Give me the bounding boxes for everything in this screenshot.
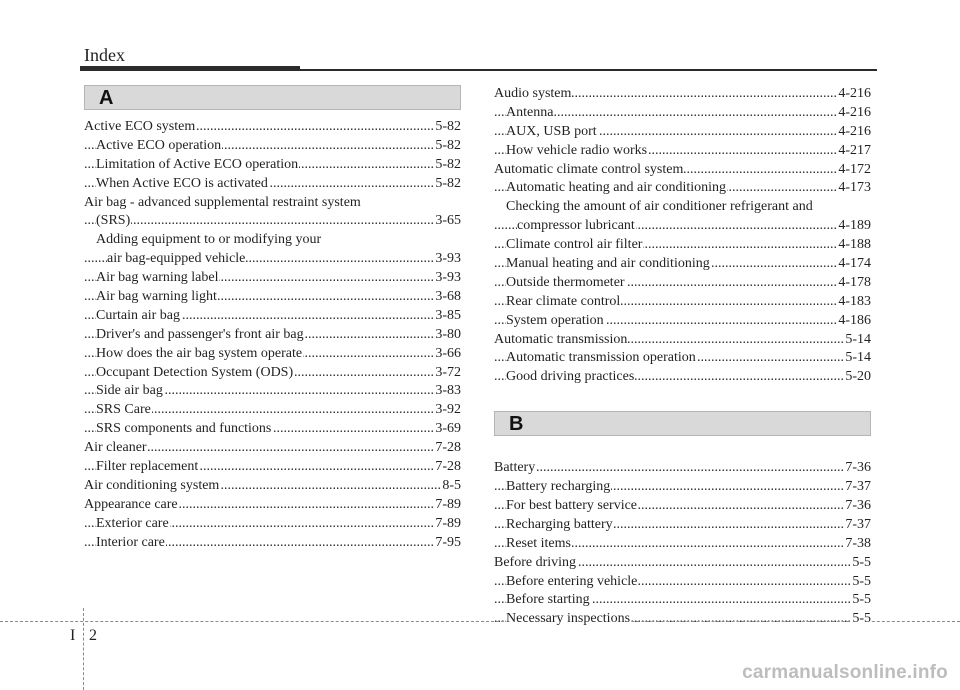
index-entry <box>494 349 871 368</box>
index-entry <box>84 269 461 288</box>
index-entry <box>494 217 871 236</box>
header-rule-thick <box>80 66 300 71</box>
index-entry-page: 3-69 <box>434 420 461 439</box>
header-rule-thin <box>300 69 877 71</box>
index-entry-page: 5-82 <box>434 137 461 156</box>
index-entry <box>84 401 461 420</box>
index-entry-label: Active ECO system <box>84 119 196 134</box>
index-entry-label: For best battery service <box>506 498 638 514</box>
index-entry <box>494 85 871 104</box>
index-entry-label: Appearance care <box>84 496 178 512</box>
index-entry-page: 7-95 <box>434 534 461 553</box>
index-entry-label: Checking the amount of air conditioner refrigerant and <box>506 199 813 215</box>
index-entry <box>84 439 461 458</box>
index-entry <box>84 288 461 307</box>
index-entry-page: 3-85 <box>434 307 461 326</box>
index-entry-label: (SRS) <box>96 213 131 229</box>
index-entry-page: 3-80 <box>434 326 461 345</box>
index-entry-label: Curtain air bag <box>96 307 180 323</box>
index-entry-page: 4-217 <box>837 142 871 161</box>
index-entry-label: Before starting <box>506 592 590 608</box>
index-entry <box>494 293 871 312</box>
index-entry-page: 8-5 <box>441 477 461 496</box>
index-entry-page: 4-173 <box>837 179 871 198</box>
index-entry-page: 7-89 <box>434 496 461 515</box>
footer-dashed-rule <box>0 621 960 622</box>
footer-section-label: I <box>70 627 76 644</box>
index-entry-page: 4-174 <box>837 255 871 274</box>
index-entry <box>84 364 461 383</box>
index-entry-label: Automatic transmission <box>494 331 628 347</box>
index-entry <box>84 420 461 439</box>
index-entry-page: 5-5 <box>851 610 871 629</box>
index-entry <box>494 368 871 387</box>
index-entry-label: Air bag warning label <box>96 270 219 286</box>
index-entry <box>494 161 871 180</box>
index-entry-page: 4-172 <box>837 161 871 180</box>
index-entry <box>84 231 461 250</box>
index-entry-page: 5-82 <box>434 118 461 137</box>
index-entry-page: 4-216 <box>837 85 871 104</box>
index-entry-label: Rear climate control <box>506 293 621 309</box>
index-entry-label: Air cleaner <box>84 440 147 456</box>
index-entry-page: 7-28 <box>434 439 461 458</box>
index-entry <box>494 142 871 161</box>
index-entry-label: SRS components and functions <box>96 421 272 437</box>
index-entry <box>494 198 871 217</box>
index-entry-label: air bag-equipped vehicle <box>107 251 246 267</box>
index-entry <box>84 458 461 477</box>
index-entry-label: Air conditioning system <box>84 477 220 493</box>
index-entry <box>84 345 461 364</box>
index-entry <box>84 175 461 194</box>
index-entry <box>494 123 871 142</box>
index-entry-page: 3-93 <box>434 269 461 288</box>
index-entry-label: Reset items <box>506 535 571 551</box>
index-entry-label: Active ECO operation <box>96 137 222 153</box>
index-entry <box>494 497 871 516</box>
index-entry-label: Battery recharging <box>506 479 611 495</box>
index-entry-label: Recharging battery <box>506 516 613 532</box>
index-entry-page: 3-66 <box>434 345 461 364</box>
index-entry-label: SRS Care <box>96 402 151 418</box>
index-entry-page: 7-36 <box>844 459 871 478</box>
index-entry <box>494 554 871 573</box>
index-entry-label: How vehicle radio works <box>506 142 648 158</box>
index-entry-page: 4-216 <box>837 123 871 142</box>
index-entry <box>84 250 461 269</box>
index-entry-page: 5-14 <box>844 331 871 350</box>
section-letter-b: B <box>509 413 524 436</box>
index-entry-label: Automatic heating and air conditioning <box>506 180 727 196</box>
index-entry-page: 5-82 <box>434 156 461 175</box>
index-entry-page: 4-188 <box>837 236 871 255</box>
index-entry <box>494 255 871 274</box>
index-entry-page: 7-37 <box>844 516 871 535</box>
index-entry-label: Before driving <box>494 554 577 570</box>
index-entry-label: Adding equipment to or modifying your <box>96 232 322 248</box>
index-entry-page: 5-14 <box>844 349 871 368</box>
index-entry <box>494 516 871 535</box>
index-entry-page: 7-89 <box>434 515 461 534</box>
index-entry-label: Antenna <box>506 104 554 120</box>
index-column-right <box>494 85 871 629</box>
index-entry <box>84 137 461 156</box>
index-list-b <box>494 459 871 629</box>
index-entry <box>84 212 461 231</box>
index-entry-label: Side air bag <box>96 383 163 399</box>
index-entry-page: 7-28 <box>434 458 461 477</box>
index-entry-page: 4-189 <box>837 217 871 236</box>
index-entry <box>84 118 461 137</box>
index-entry <box>84 326 461 345</box>
index-entry-page: 3-72 <box>434 364 461 383</box>
index-entry-page: 3-65 <box>434 212 461 231</box>
index-entry-label: When Active ECO is activated <box>96 175 268 191</box>
footer-page-number: 2 <box>89 627 97 644</box>
index-entry-label: How does the air bag system operate <box>96 345 303 361</box>
index-entry-page: 7-36 <box>844 497 871 516</box>
index-entry-page: 3-83 <box>434 382 461 401</box>
index-entry-page: 3-93 <box>434 250 461 269</box>
index-entry-label: Interior care <box>96 534 165 550</box>
section-letter-a: A <box>99 87 114 109</box>
index-entry-page: 7-37 <box>844 478 871 497</box>
index-entry-label: Audio system <box>494 86 572 101</box>
index-entry-page: 5-5 <box>851 573 871 592</box>
index-entry-label: Battery <box>494 460 536 476</box>
index-entry-label: Exterior care <box>96 515 169 531</box>
index-entry-label: Manual heating and air conditioning <box>506 256 710 272</box>
index-entry-page: 5-5 <box>851 591 871 610</box>
index-entry-page: 5-20 <box>844 368 871 387</box>
index-entry-label: Before entering vehicle <box>506 573 638 589</box>
page-title: Index <box>84 45 125 65</box>
index-entry <box>84 534 461 553</box>
index-entry-label: Necessary inspections <box>506 611 631 627</box>
index-entry <box>84 156 461 175</box>
index-entry-page: 3-92 <box>434 401 461 420</box>
index-column-left <box>84 85 461 552</box>
index-entry-label: Automatic transmission operation <box>506 350 696 366</box>
index-entry-label: compressor lubricant <box>517 218 635 234</box>
section-banner-b <box>494 411 871 436</box>
index-entry-page: 4-178 <box>837 274 871 293</box>
index-entry-label: Filter replacement <box>96 459 199 475</box>
index-entry-page: 5-5 <box>851 554 871 573</box>
index-entry <box>494 179 871 198</box>
index-entry-page: 4-186 <box>837 312 871 331</box>
index-entry <box>494 591 871 610</box>
index-entry-page: 4-183 <box>837 293 871 312</box>
index-entry-label: Limitation of Active ECO operation <box>96 156 299 172</box>
index-entry <box>84 477 461 496</box>
index-entry <box>84 382 461 401</box>
watermark: carmanualsonline.info <box>742 662 948 683</box>
index-list-a-right <box>494 85 871 387</box>
index-entry <box>494 610 871 629</box>
index-entry-label: Climate control air filter <box>506 237 643 253</box>
footer-dashed-divider <box>83 608 84 690</box>
index-entry <box>494 274 871 293</box>
index-entry-label: Air bag - advanced supplemental restraint system <box>84 194 361 210</box>
index-entry <box>494 312 871 331</box>
index-entry <box>494 478 871 497</box>
index-entry <box>84 307 461 326</box>
index-entry <box>84 515 461 534</box>
index-entry-label: Outside thermometer <box>506 274 625 290</box>
index-list-a-left <box>84 118 461 552</box>
index-entry-label: Good driving practices <box>506 369 635 385</box>
index-entry <box>494 535 871 554</box>
index-entry <box>494 573 871 592</box>
index-entry <box>494 331 871 350</box>
index-entry <box>84 496 461 515</box>
index-entry-label: Occupant Detection System (ODS) <box>96 364 294 380</box>
index-entry <box>494 236 871 255</box>
index-entry-label: System operation <box>506 312 604 328</box>
index-entry-label: Air bag warning light <box>96 289 217 305</box>
index-entry-label: Driver's and passenger's front air bag <box>96 326 304 342</box>
index-entry <box>494 459 871 478</box>
index-entry <box>84 194 461 213</box>
section-banner-a <box>84 85 461 110</box>
index-entry-page: 4-216 <box>837 104 871 123</box>
index-entry-label: Automatic climate control system <box>494 161 684 177</box>
index-entry-page: 3-68 <box>434 288 461 307</box>
index-entry-page: 7-38 <box>844 535 871 554</box>
index-entry <box>494 104 871 123</box>
index-entry-page: 5-82 <box>434 175 461 194</box>
index-entry-label: AUX, USB port <box>506 123 597 139</box>
